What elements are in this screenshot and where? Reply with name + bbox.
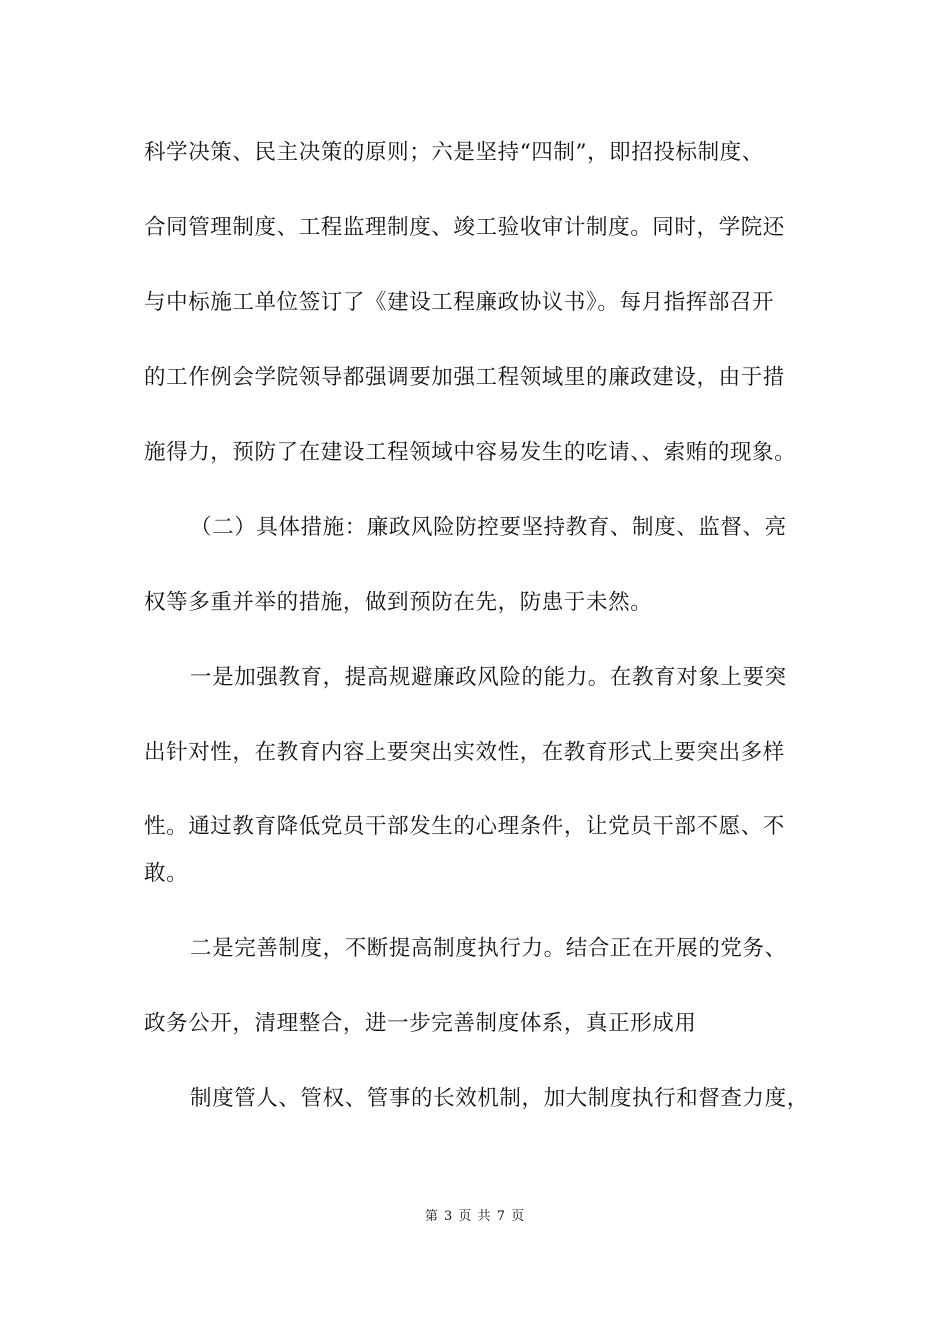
text-line-10: 性。通过教育降低党员干部发生的心理条件，让党员干部不愿、不 — [144, 814, 785, 839]
text-line-4: 的工作例会学院领导都强调要加强工程领域里的廉政建设，由于措 — [144, 365, 785, 390]
text-line-9: 出针对性，在教育内容上要突出实效性，在教育形式上要突出多样 — [144, 740, 785, 765]
text-line-5: 施得力，预防了在建设工程领域中容易发生的吃请、、索贿的现象。 — [144, 440, 797, 465]
page-number-footer: 第 3 页 共 7 页 — [424, 1209, 526, 1224]
text-line-8: 一是加强教育，提高规避廉政风险的能力。在教育对象上要突 — [190, 665, 787, 690]
text-line-2: 合同管理制度、工程监理制度、竣工验收审计制度。同时，学院还 — [144, 215, 785, 240]
text-line-3: 与中标施工单位签订了《建设工程廉政协议书》。每月指挥部召开 — [144, 290, 775, 315]
text-line-7: 权等多重并举的措施，做到预防在先，防患于未然。 — [144, 590, 653, 615]
text-line-6: （二）具体措施：廉政风险防控要坚持教育、制度、监督、亮 — [190, 515, 787, 540]
text-line-11: 敢。 — [144, 861, 189, 886]
text-line-14: 制度管人、管权、管事的长效机制，加大制度执行和督查力度， — [190, 1086, 809, 1111]
text-line-12: 二是完善制度，不断提高制度执行力。结合正在开展的党务、 — [190, 936, 787, 961]
text-line-1: 科学决策、民主决策的原则；六是坚持“四制”，即招投标制度、 — [144, 140, 764, 165]
text-line-13: 政务公开，清理整合，进一步完善制度体系，真正形成用 — [144, 1011, 697, 1036]
